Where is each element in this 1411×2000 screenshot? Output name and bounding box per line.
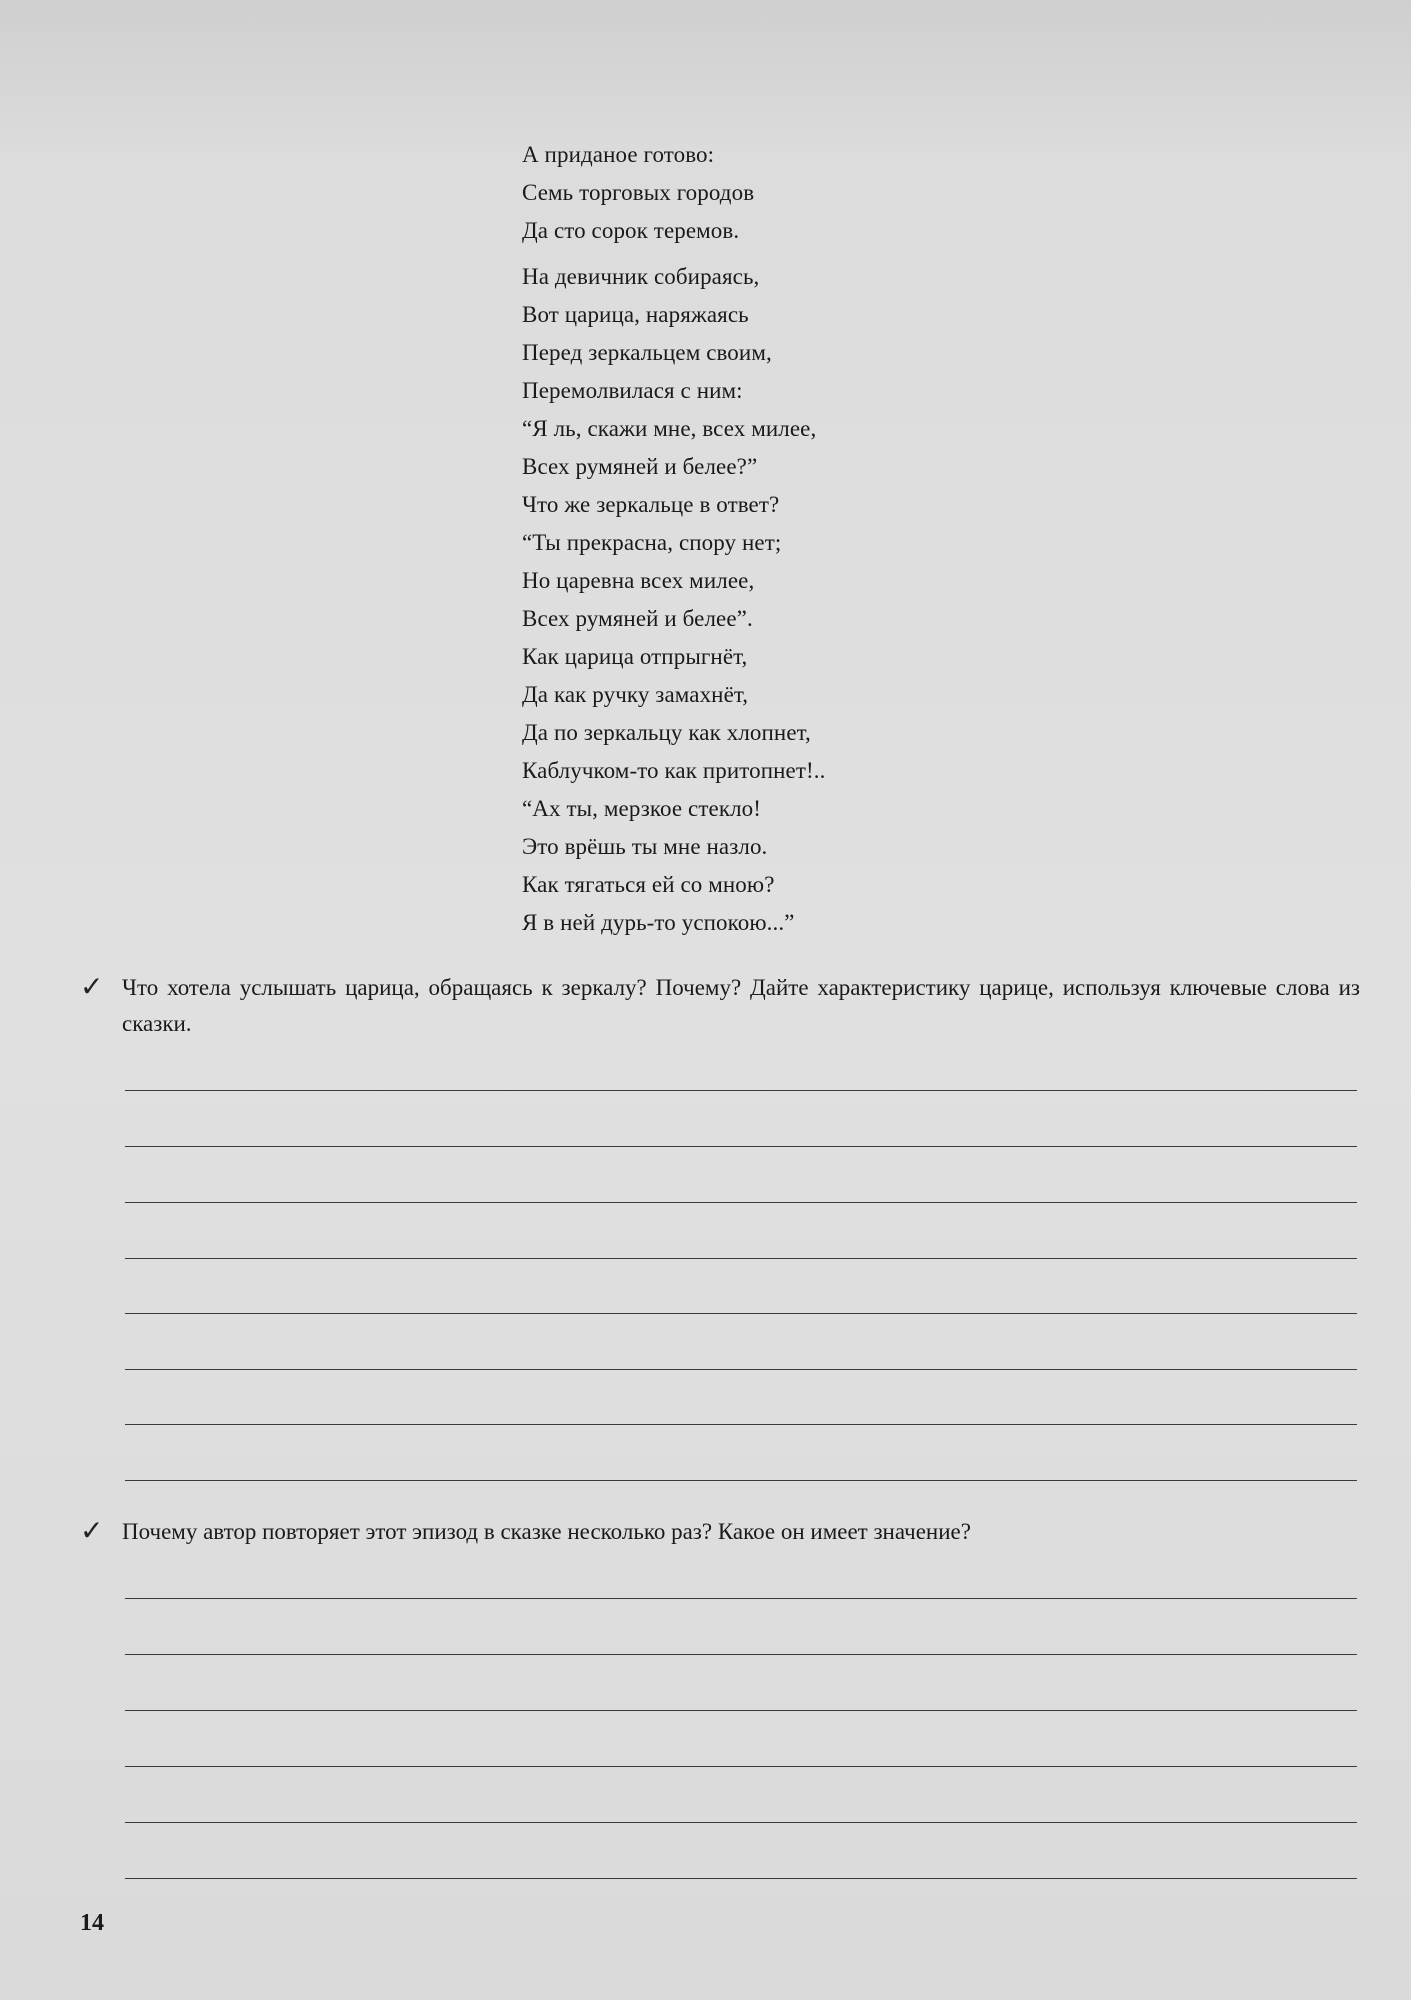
question-2-text: Почему автор повторяет этот эпизод в сказке несколько раз? Какое он имеет значение? (122, 1519, 971, 1544)
poem-line: Вот царица, наряжаясь (522, 302, 749, 327)
poem-line: Всех румяней и белее?” (522, 454, 758, 479)
poem-line: Но царевна всех милее, (522, 568, 755, 593)
answer-line[interactable] (125, 1598, 1357, 1599)
question-2 (80, 1514, 1360, 1550)
answer-line[interactable] (125, 1480, 1357, 1481)
poem-line: Семь торговых городов (522, 180, 755, 205)
answer-line[interactable] (125, 1369, 1357, 1370)
checkmark-icon: ✓ (80, 972, 104, 1003)
poem-line: Да как ручку замахнёт, (522, 682, 749, 707)
poem-line: Как тягаться ей со мною? (522, 872, 775, 897)
poem-line: Как царица отпрыгнёт, (522, 644, 748, 669)
answer-line[interactable] (125, 1766, 1357, 1767)
poem-line: Это врёшь ты мне назло. (522, 834, 768, 859)
question-1 (80, 970, 1360, 1042)
answer-line[interactable] (125, 1710, 1357, 1711)
answer-line[interactable] (125, 1313, 1357, 1314)
answer-line[interactable] (125, 1822, 1357, 1823)
poem-line: Перед зеркальцем своим, (522, 340, 772, 365)
poem-stanza-2 (522, 258, 1122, 942)
answer-line[interactable] (125, 1202, 1357, 1203)
answer-line[interactable] (125, 1090, 1357, 1091)
poem-line: Каблучком-то как притопнет!.. (522, 758, 826, 783)
poem-line: Да сто сорок теремов. (522, 218, 740, 243)
answer-line[interactable] (125, 1424, 1357, 1425)
poem-stanza-1 (522, 136, 1122, 250)
answer-line[interactable] (125, 1878, 1357, 1879)
poem-line: Всех румяней и белее”. (522, 606, 753, 631)
answer-line[interactable] (125, 1654, 1357, 1655)
poem-line: Перемолвилася с ним: (522, 378, 743, 403)
page-number: 14 (80, 1910, 104, 1936)
poem-line: “Ты прекрасна, спору нет; (522, 530, 782, 555)
poem-line: “Ах ты, мерзкое стекло! (522, 796, 762, 821)
poem-line: На девичник собираясь, (522, 264, 760, 289)
question-1-text: Что хотела услышать царица, обращаясь к зеркалу? Почему? Дайте характеристику царице, используя ключевые слова из сказки. (122, 975, 1360, 1036)
poem-line: Я в ней дурь-то успокою...” (522, 910, 795, 935)
answer-line[interactable] (125, 1258, 1357, 1259)
poem-excerpt (522, 136, 1122, 950)
poem-line: Что же зеркальце в ответ? (522, 492, 780, 517)
poem-line: А приданое готово: (522, 142, 715, 167)
checkmark-icon: ✓ (80, 1516, 104, 1547)
poem-line: “Я ль, скажи мне, всех милее, (522, 416, 817, 441)
poem-line: Да по зеркальцу как хлопнет, (522, 720, 811, 745)
answer-line[interactable] (125, 1146, 1357, 1147)
